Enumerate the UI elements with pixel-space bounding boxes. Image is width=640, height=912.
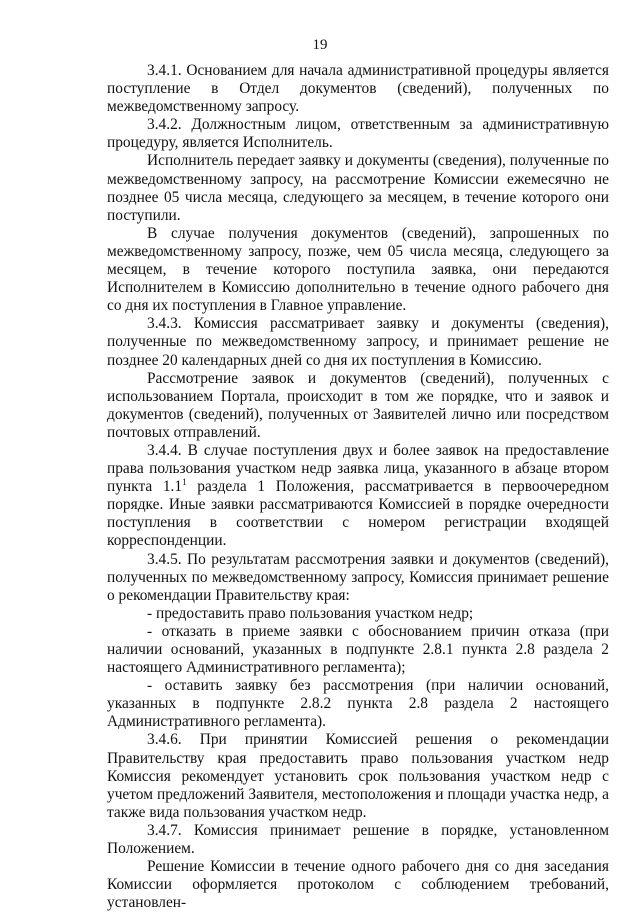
paragraph-executor-transfer: Исполнитель передает заявку и документы (сведения), полученные по межведомственному запросу, на рассмотрение Комиссии ежемесячно не позднее 05 числа месяца, следующего за месяцем, в течение которого они поступили.: [107, 152, 609, 224]
paragraph-3-4-5: 3.4.5. По результатам рассмотрения заявки и документов (сведений), полученных по межведомственному запросу, Комиссия принимает решение о рекомендации Правительству края:: [107, 550, 609, 604]
list-item-leave-without-review: - оставить заявку без рассмотрения (при наличии оснований, указанных в подпункте 2.8.2 пункта 2.8 раздела 2 настоящего Административного регламента).: [107, 677, 609, 731]
paragraph-3-4-6: 3.4.6. При принятии Комиссией решения о рекомендации Правительству края предоставить право пользования участком недр Комиссия рекомендует установить срок пользования участком недр с учетом предложений Заявителя, местоположения и площади участка недр, а также вида пользования участком недр.: [107, 731, 609, 821]
list-item-grant-right: - предоставить право пользования участком недр;: [147, 604, 474, 622]
footnote-superscript: 1: [182, 477, 187, 488]
paragraph-3-4-1: 3.4.1. Основанием для начала административной процедуры является поступление в Отдел документов (сведений), полученных по межведомственному запросу.: [107, 62, 609, 116]
document-body: [107, 62, 609, 912]
list-item-refuse-application: - отказать в приеме заявки с обоснованием причин отказа (при наличии оснований, указанных в подпункте 2.8.1 пункта 2.8 раздела 2 настоящего Административного регламента);: [107, 622, 609, 677]
paragraph-3-4-7: 3.4.7. Комиссия принимает решение в порядке, установленном Положением.: [107, 821, 609, 858]
paragraph-3-4-4: [107, 442, 609, 551]
paragraph-3-4-2: 3.4.2. Должностным лицом, ответственным за административную процедуру, является Исполнитель.: [107, 116, 609, 152]
paragraph-3-4-4-part-2: раздела 1 Положения, рассматривается в первоочередном порядке. Иные заявки рассматриваются Комиссией в порядке очередности поступления в соответствии с номером регистрации входящей корреспонденции.: [107, 478, 609, 550]
paragraph-3-4-4-part-1: 3.4.4. В случае поступления двух и более заявок на предоставление права пользования участком недр заявка лица, указанного в абзаце втором пункта 1.1: [107, 441, 609, 496]
page-number: 19: [312, 37, 328, 53]
paragraph-commission-decision: Решение Комиссии в течение одного рабочего дня со дня заседания Комиссии оформляется протоколом с соблюдением требований, установлен-: [107, 858, 609, 912]
paragraph-late-documents: В случае получения документов (сведений), запрошенных по межведомственному запросу, позже, чем 05 числа месяца, следующего за месяцем, в течение которого поступила заявка, они передаются Исполнителем в Комиссию дополнительно в течение одного рабочего дня со дня их поступления в Главное управление.: [107, 224, 609, 315]
paragraph-portal-review: Рассмотрение заявок и документов (сведений), полученных с использованием Портала, происходит в том же порядке, что и заявок и документов (сведений), полученных от Заявителей лично или посредством почтовых отправлений.: [107, 369, 609, 441]
paragraph-3-4-3: 3.4.3. Комиссия рассматривает заявку и документы (сведения), полученные по межведомственному запросу, и принимает решение не позднее 20 календарных дней со дня их поступления в Комиссию.: [107, 315, 609, 369]
